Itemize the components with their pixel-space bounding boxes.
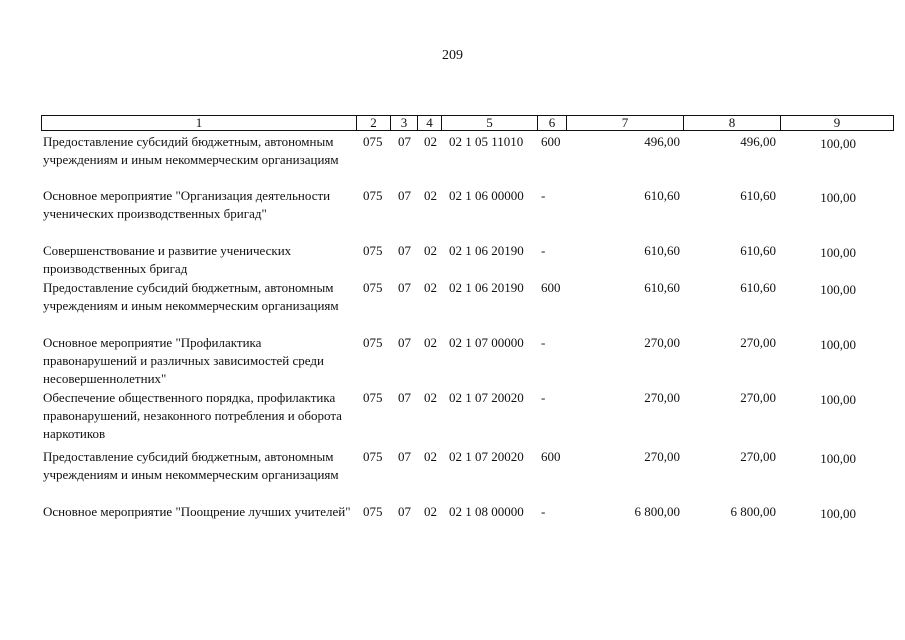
row-col-6: 600: [541, 449, 561, 464]
row-col-8: 496,00: [740, 134, 776, 149]
row-col-9: 100,00: [820, 282, 856, 297]
row-description: Предоставление субсидий бюджетным, автономным учреждениям и иным некоммерческим организациям: [43, 449, 339, 482]
row-col-3: 07: [398, 188, 411, 203]
row-col-7: 6 800,00: [634, 504, 680, 519]
row-col-9: 100,00: [820, 245, 856, 260]
row-col-3: 07: [398, 243, 411, 258]
row-col-7: 610,60: [644, 280, 680, 295]
row-col-5: 02 1 08 00000: [449, 504, 524, 519]
row-col-8: 610,60: [740, 243, 776, 258]
row-col-6: 600: [541, 280, 561, 295]
table-header: [41, 115, 894, 131]
row-col-7: 610,60: [644, 243, 680, 258]
row-col-7: 610,60: [644, 188, 680, 203]
row-col-2: 075: [363, 280, 383, 295]
header-col-6: 6: [537, 115, 567, 131]
row-col-9: 100,00: [820, 451, 856, 466]
row-col-2: 075: [363, 335, 383, 350]
row-description: Основное мероприятие "Организация деятельности ученических производственных бригад": [43, 188, 331, 221]
row-col-3: 07: [398, 335, 411, 350]
row-col-4: 02: [424, 134, 437, 149]
row-description: Основное мероприятие "Профилактика правонарушений и различных зависимостей среди несовершеннолетних": [43, 335, 324, 386]
row-col-2: 075: [363, 390, 383, 405]
row-col-8: 270,00: [740, 335, 776, 350]
row-col-6: -: [541, 243, 546, 258]
header-col-9: 9: [780, 115, 894, 131]
row-col-6: 600: [541, 134, 561, 149]
row-col-4: 02: [424, 280, 437, 295]
row-col-5: 02 1 06 20190: [449, 243, 524, 258]
row-col-2: 075: [363, 449, 383, 464]
row-col-5: 02 1 06 00000: [449, 188, 524, 203]
page-number: 209: [442, 48, 463, 63]
row-col-8: 610,60: [740, 280, 776, 295]
row-col-4: 02: [424, 390, 437, 405]
header-col-4: 4: [417, 115, 442, 131]
row-description: Предоставление субсидий бюджетным, автономным учреждениям и иным некоммерческим организациям: [43, 134, 339, 167]
row-col-6: -: [541, 188, 546, 203]
header-col-5: 5: [441, 115, 538, 131]
row-description: Совершенствование и развитие ученических производственных бригад: [43, 243, 292, 276]
row-col-3: 07: [398, 504, 411, 519]
row-col-7: 270,00: [644, 335, 680, 350]
row-col-6: -: [541, 504, 546, 519]
row-col-4: 02: [424, 504, 437, 519]
row-col-9: 100,00: [820, 136, 856, 151]
row-col-2: 075: [363, 504, 383, 519]
row-col-9: 100,00: [820, 506, 856, 521]
row-col-4: 02: [424, 449, 437, 464]
row-col-7: 270,00: [644, 390, 680, 405]
row-col-2: 075: [363, 243, 383, 258]
row-col-5: 02 1 07 20020: [449, 449, 524, 464]
row-col-2: 075: [363, 188, 383, 203]
row-col-3: 07: [398, 134, 411, 149]
row-col-4: 02: [424, 188, 437, 203]
header-col-7: 7: [566, 115, 684, 131]
row-col-6: -: [541, 335, 546, 350]
row-col-7: 496,00: [644, 134, 680, 149]
row-description: Основное мероприятие "Поощрение лучших учителей": [43, 504, 351, 519]
row-col-3: 07: [398, 280, 411, 295]
row-col-2: 075: [363, 134, 383, 149]
row-col-9: 100,00: [820, 337, 856, 352]
row-col-4: 02: [424, 243, 437, 258]
row-col-8: 270,00: [740, 449, 776, 464]
row-col-8: 270,00: [740, 390, 776, 405]
header-col-3: 3: [390, 115, 418, 131]
row-col-3: 07: [398, 390, 411, 405]
row-col-5: 02 1 07 00000: [449, 335, 524, 350]
header-col-8: 8: [683, 115, 781, 131]
row-col-4: 02: [424, 335, 437, 350]
row-description: Предоставление субсидий бюджетным, автономным учреждениям и иным некоммерческим организациям: [43, 280, 339, 313]
row-col-6: -: [541, 390, 546, 405]
row-col-7: 270,00: [644, 449, 680, 464]
header-col-2: 2: [356, 115, 391, 131]
row-col-5: 02 1 06 20190: [449, 280, 524, 295]
row-col-8: 6 800,00: [730, 504, 776, 519]
row-col-5: 02 1 07 20020: [449, 390, 524, 405]
row-col-8: 610,60: [740, 188, 776, 203]
row-col-5: 02 1 05 11010: [449, 134, 524, 149]
header-col-1: 1: [41, 115, 357, 131]
row-col-9: 100,00: [820, 190, 856, 205]
row-description: Обеспечение общественного порядка, профилактика правонарушений, незаконного потребления и оборота наркотиков: [43, 390, 342, 441]
row-col-9: 100,00: [820, 392, 856, 407]
row-col-3: 07: [398, 449, 411, 464]
